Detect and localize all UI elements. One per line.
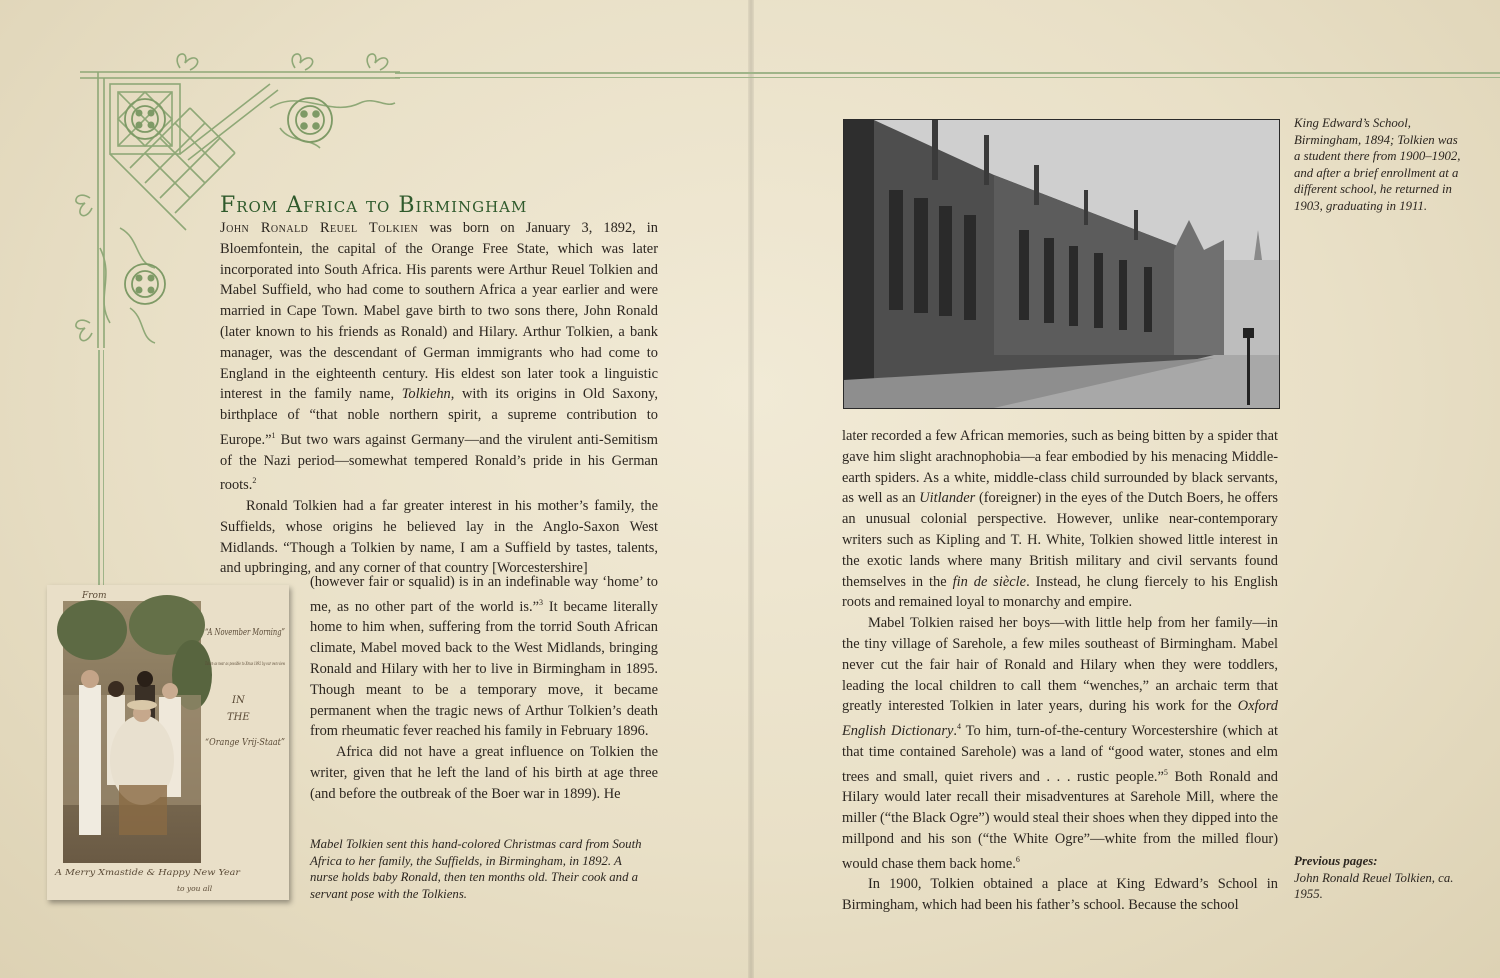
section-heading: From Africa to Birmingham — [220, 193, 528, 218]
paragraph-1: John Ronald Reuel Tolkien was born on January 3, 1892, in Bloemfontein, the capital of the Orange Free State, which was later incorporated into South Africa. His parents were Arthur Reuel Tolkien and Mabel Suffield, who had come to southern Africa a year earlier and were married in Cape Town. Mabel gave birth to two sons there, John Ronald (later known to his friends as Ronald) and Hilary. Arthur Tolkien, a bank manager, was the descendant of German immigrants who had come to England in the eighteenth century. His eldest son later took a linguistic interest in the family name, Tolkiehn, with its origins in Old Saxony, birthplace of “that noble northern spirit, a supreme contribution to Europe.”$^1$ But two wars against Germany—and the virulent anti-Semitism of the Nazi period—somewhat tempered Ronald’s pride in his German roots.$^2$ — [220, 220, 659, 494]
previous-pages-caption — [1294, 853, 1454, 903]
christmas-card-illustration — [47, 585, 313, 900]
paragraph-3: Africa did not have a great influence on Tolkien the writer, given that he left the land of his birth at age three (and before the outbreak of the Boer war in 1899). He — [310, 744, 658, 802]
paragraph-2-top: Ronald Tolkien had a far greater interest in his mother’s family, the Suffields, whose origins he believed lay in the Anglo-Saxon West Midlands. “Though a Tolkien by name, I am a Suffield by tastes, talents, and upbringing, and any corner of that country [Worcestershire] — [220, 497, 658, 577]
top-border-line-inner — [395, 77, 1500, 78]
right-paragraph-1: later recorded a few African memories, such as being bitten by a spider that gave him slight arachnophobia—a fear embodied by his menacing Middle-earth spiders. As a white, middle-class child surrounded by black servants, as well as an Uitlander (foreigner) in the eyes of the Dutch Boers, he offers an unusual colonial perspective. However, unlike near-contemporary writers such as Kipling and T. H. White, Tolkien showed little interest in the exotic lands where many British military and civil servants found themselves in the fin de siècle. Instead, he clung fiercely to his English roots and remained loyal to monarchy and empire. — [842, 428, 1279, 611]
card-place-the: THE — [227, 712, 250, 723]
school-caption: King Edward’s School, Birmingham, 1894; Tolkien was a student there from 1900–1902, and after a brief enrollment at a different school, he returned in 1903, graduating in 1911. — [1294, 116, 1461, 213]
top-border-line — [395, 72, 1500, 74]
christmas-card-photo — [47, 585, 313, 900]
right-column — [842, 426, 1278, 916]
left-column-top — [220, 218, 658, 579]
right-paragraph-3: In 1900, Tolkien obtained a place at King Edward’s School in Birmingham, which had been his father’s school. Because the school — [842, 876, 1278, 913]
school-photo — [843, 119, 1280, 409]
left-border-line — [98, 350, 100, 600]
school-building-illustration — [844, 120, 1279, 408]
card-to-all-text: to you all — [177, 884, 213, 893]
card-from-text: From — [82, 591, 107, 601]
previous-pages-label: Previous pages: — [1294, 854, 1378, 868]
left-border-line-inner — [103, 350, 104, 600]
left-column-bottom — [310, 572, 658, 805]
previous-pages-text: John Ronald Reuel Tolkien, ca. 1955. — [1294, 870, 1454, 901]
card-place-name: “Orange Vrij-Staat” — [205, 738, 295, 748]
paragraph-2-bottom: (however fair or squalid) is in an indefinable way ‘home’ to me, as no other part of the world is.”$^3$ It became literally home to him when, suffering from the torrid South African climate, Mabel moved back to the West Midlands, bringing Ronald and Hilary with her to live in Birmingham in 1895. Though meant to be a temporary move, it became permanent when the tragic news of Arthur Tolkien’s death from rheumatic fever reached his family in February 1896. — [310, 574, 658, 740]
right-paragraph-2: Mabel Tolkien raised her boys—with little help from her family—in the tiny village of Sarehole, a few miles southeast of Birmingham. Mabel never cut the fair hair of Ronald and Hilary when they were toddlers, leading the local children to call them “wenches,” an archaic term that greatly interested Tolkien in later years, during his work for the Oxford English Dictionary.$^4$ To him, turn-of-the-century Worcestershire (which at that time contained Sarehole) was a land of “good water, stones and elm trees and small, quiet rivers and . . . rustic people.”$^5$ Both Ronald and Hilary would later recall their misadventures at Sarehole Mill, where the miller (“the Black Ogre”) would steal their shoes when they dipped into the millpond and his son (“the White Ogre”—white from the milled flour) would chase them back home.$^6$ — [842, 615, 1278, 872]
card-caption: Mabel Tolkien sent this hand-colored Christmas card from South Africa to her family, the Suffields, in Birmingham, in 1892. A nurse holds baby Ronald, then ten months old. Their cook and a servant pose with the Tolkiens. — [310, 837, 642, 901]
card-place-in: IN — [232, 695, 245, 706]
card-title-text: “A November Morning” — [205, 628, 313, 638]
card-note-text: Taken as near as possible to Xmas 1892 by our own view — [205, 661, 286, 667]
gutter-shadow — [748, 0, 754, 978]
card-greeting-text: A Merry Xmastide & Happy New Year — [53, 868, 242, 878]
